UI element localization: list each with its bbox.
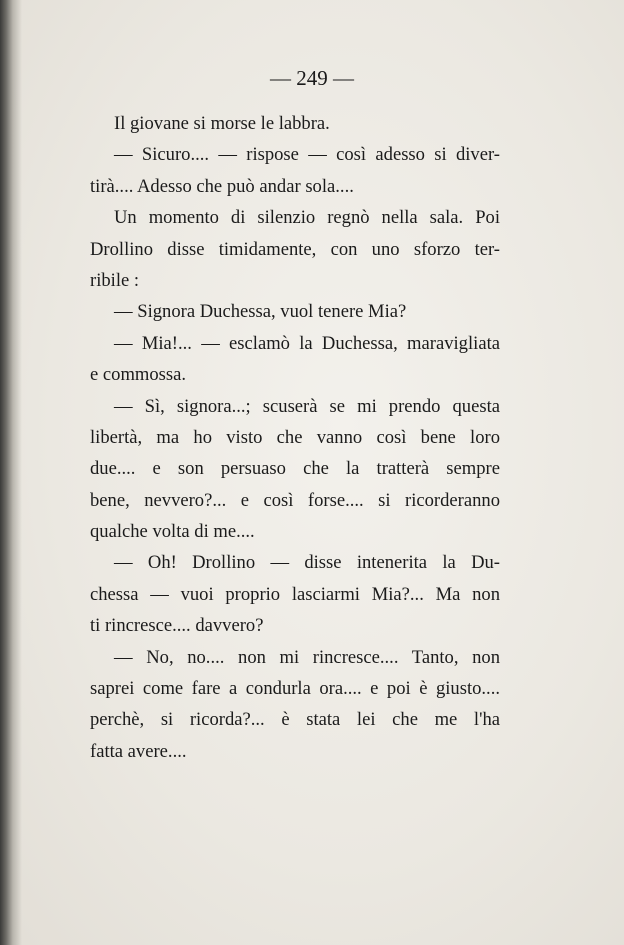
text-line: qualche volta di me....	[90, 521, 255, 543]
text-line: Drollino disse timidamente, con uno sforzo ter-	[90, 238, 500, 260]
text-line: saprei come fare a condurla ora.... e poi è giusto....	[90, 678, 500, 700]
text-line: Il giovane si morse le labbra.	[114, 113, 330, 134]
text-line: — Sì, signora...; scuserà se mi prendo questa	[114, 395, 500, 417]
text-line: — No, no.... non mi rincresce.... Tanto, non	[114, 646, 500, 668]
page-number: — 249 —	[270, 66, 354, 90]
text-line: bene, nevvero?... e così forse.... si ricorderanno	[90, 489, 500, 511]
text-line: — Sicuro.... — rispose — così adesso si diver-	[114, 144, 500, 166]
text-line: fatta avere....	[90, 740, 187, 762]
body-text	[90, 108, 500, 767]
text-line: perchè, si ricorda?... è stata lei che me l'ha	[90, 709, 500, 731]
text-line: libertà, ma ho visto che vanno così bene loro	[90, 426, 500, 448]
text-line: tirà.... Adesso che può andar sola....	[90, 175, 354, 197]
text-line: — Mia!... — esclamò la Duchessa, maravigliata	[114, 332, 500, 354]
text-line: chessa — vuoi proprio lasciarmi Mia?... Ma non	[90, 583, 500, 605]
text-line: e commossa.	[90, 364, 187, 386]
text-line: — Oh! Drollino — disse intenerita la Du-	[114, 552, 500, 574]
text-line: ribile :	[90, 269, 140, 291]
binding-shadow	[0, 0, 22, 945]
text-line: ti rincresce.... davvero?	[90, 615, 264, 637]
text-line: Un momento di silenzio regnò nella sala. Poi	[114, 207, 500, 229]
text-line: — Signora Duchessa, vuol tenere Mia?	[114, 301, 407, 323]
text-line: due.... e son persuaso che la tratterà sempre	[90, 458, 500, 480]
